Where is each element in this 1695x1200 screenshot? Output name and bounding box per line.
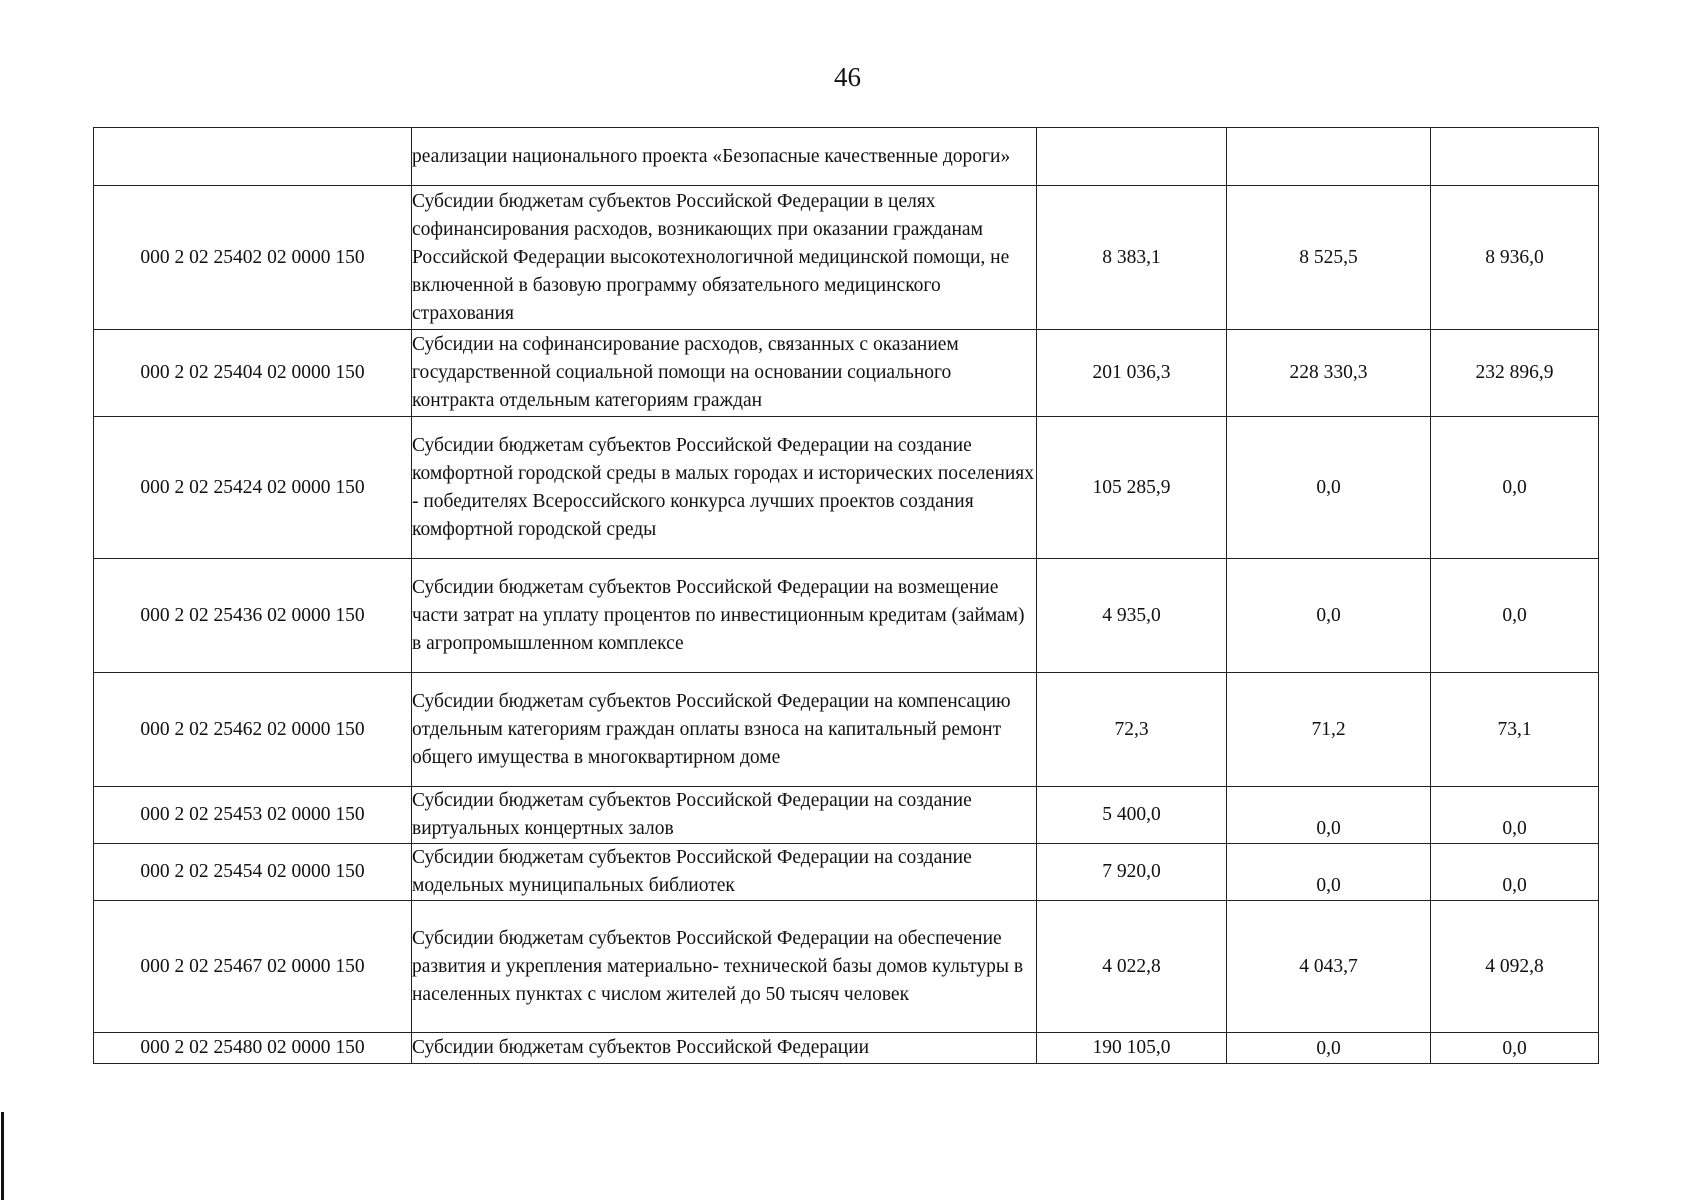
- table-row: [94, 673, 1599, 787]
- table-row: [94, 787, 1599, 844]
- table-row: [94, 186, 1599, 330]
- year3-value-cell: 0,0: [1431, 787, 1599, 844]
- description-cell: Субсидии бюджетам субъектов Российской Федерации на компенсацию отдельным категориям граждан оплаты взноса на капитальный ремонт общего имущества в многоквартирном доме: [412, 673, 1037, 787]
- year3-value-cell: 0,0: [1431, 1033, 1599, 1064]
- year2-value-cell: [1227, 128, 1431, 186]
- year1-value-cell: 5 400,0: [1037, 787, 1227, 844]
- year1-value-cell: 4 022,8: [1037, 901, 1227, 1033]
- budget-code-cell: 000 2 02 25462 02 0000 150: [94, 673, 412, 787]
- table-row: [94, 330, 1599, 417]
- year3-value-cell: 232 896,9: [1431, 330, 1599, 417]
- description-cell: Субсидии на софинансирование расходов, связанных с оказанием государственной социальной помощи на основании социального контракта отдельным категориям граждан: [412, 330, 1037, 417]
- year3-value-cell: 8 936,0: [1431, 186, 1599, 330]
- description-cell: Субсидии бюджетам субъектов Российской Федерации на обеспечение развития и укрепления материально- технической базы домов культуры в населенных пунктах с числом жителей до 50 тысяч человек: [412, 901, 1037, 1033]
- scan-margin-line: [1, 1112, 4, 1200]
- description-cell: Субсидии бюджетам субъектов Российской Федерации на создание виртуальных концертных залов: [412, 787, 1037, 844]
- description-cell: Субсидии бюджетам субъектов Российской Федерации в целях софинансирования расходов, возникающих при оказании гражданам Российской Федерации высокотехнологичной медицинской помощи, не включенной в базовую программу обязательного медицинского страхования: [412, 186, 1037, 330]
- year2-value-cell: 0,0: [1227, 787, 1431, 844]
- description-cell: Субсидии бюджетам субъектов Российской Федерации на возмещение части затрат на уплату процентов по инвестиционным кредитам (займам) в агропромышленном комплексе: [412, 559, 1037, 673]
- year1-value-cell: 7 920,0: [1037, 844, 1227, 901]
- year2-value-cell: 0,0: [1227, 559, 1431, 673]
- year2-value-cell: 0,0: [1227, 1033, 1431, 1064]
- year3-value-cell: 4 092,8: [1431, 901, 1599, 1033]
- budget-code-cell: 000 2 02 25454 02 0000 150: [94, 844, 412, 901]
- budget-code-cell: 000 2 02 25402 02 0000 150: [94, 186, 412, 330]
- budget-code-cell: 000 2 02 25436 02 0000 150: [94, 559, 412, 673]
- description-cell: реализации национального проекта «Безопасные качественные дороги»: [412, 128, 1037, 186]
- budget-code-cell: 000 2 02 25467 02 0000 150: [94, 901, 412, 1033]
- budget-table: [93, 127, 1599, 1064]
- year1-value-cell: 8 383,1: [1037, 186, 1227, 330]
- budget-code-cell: [94, 128, 412, 186]
- year1-value-cell: 201 036,3: [1037, 330, 1227, 417]
- description-cell: Субсидии бюджетам субъектов Российской Федерации: [412, 1033, 1037, 1064]
- budget-code-cell: 000 2 02 25404 02 0000 150: [94, 330, 412, 417]
- year1-value-cell: 72,3: [1037, 673, 1227, 787]
- year2-value-cell: 4 043,7: [1227, 901, 1431, 1033]
- table-row: [94, 417, 1599, 559]
- year3-value-cell: 73,1: [1431, 673, 1599, 787]
- table-row: [94, 128, 1599, 186]
- year1-value-cell: 4 935,0: [1037, 559, 1227, 673]
- year3-value-cell: [1431, 128, 1599, 186]
- year2-value-cell: 0,0: [1227, 844, 1431, 901]
- description-cell: Субсидии бюджетам субъектов Российской Федерации на создание комфортной городской среды в малых городах и исторических поселениях - победителях Всероссийского конкурса лучших проектов создания комфортной городской среды: [412, 417, 1037, 559]
- year3-value-cell: 0,0: [1431, 844, 1599, 901]
- year1-value-cell: [1037, 128, 1227, 186]
- year3-value-cell: 0,0: [1431, 559, 1599, 673]
- table-row: [94, 1033, 1599, 1064]
- year2-value-cell: 0,0: [1227, 417, 1431, 559]
- year2-value-cell: 71,2: [1227, 673, 1431, 787]
- year1-value-cell: 190 105,0: [1037, 1033, 1227, 1064]
- description-cell: Субсидии бюджетам субъектов Российской Федерации на создание модельных муниципальных библиотек: [412, 844, 1037, 901]
- table-row: [94, 559, 1599, 673]
- budget-code-cell: 000 2 02 25424 02 0000 150: [94, 417, 412, 559]
- budget-code-cell: 000 2 02 25453 02 0000 150: [94, 787, 412, 844]
- table-row: [94, 844, 1599, 901]
- table-row: [94, 901, 1599, 1033]
- year2-value-cell: 8 525,5: [1227, 186, 1431, 330]
- year2-value-cell: 228 330,3: [1227, 330, 1431, 417]
- year1-value-cell: 105 285,9: [1037, 417, 1227, 559]
- page-number: 46: [834, 62, 861, 92]
- budget-code-cell: 000 2 02 25480 02 0000 150: [94, 1033, 412, 1064]
- year3-value-cell: 0,0: [1431, 417, 1599, 559]
